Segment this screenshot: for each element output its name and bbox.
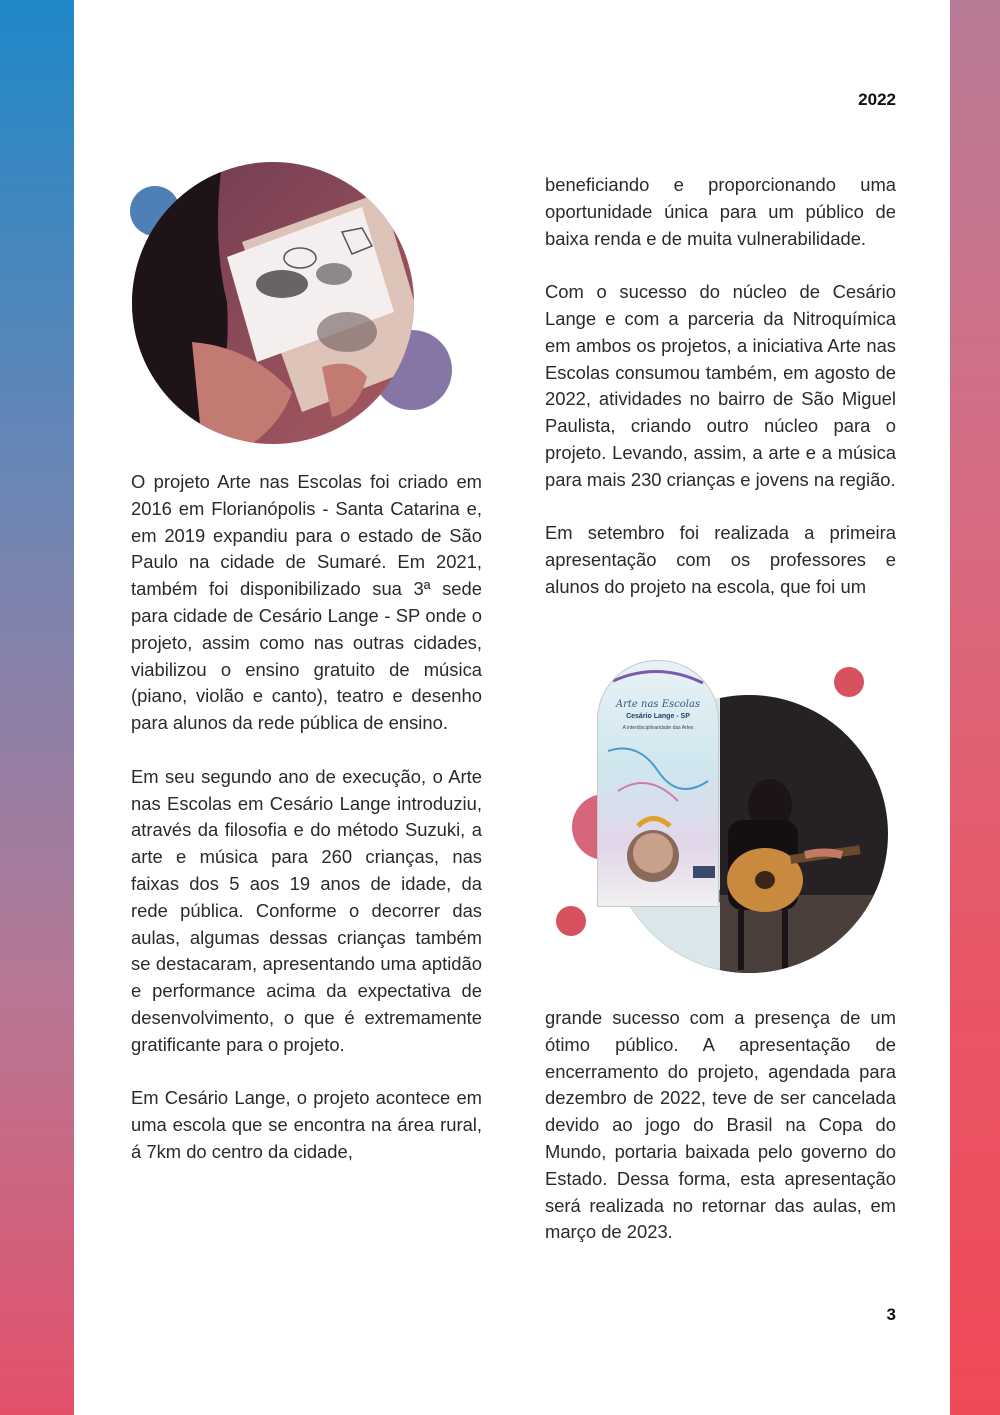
paragraph: O projeto Arte nas Escolas foi criado em 2016 em Florianópolis - Santa Catarina e, em 2019 expandiu para o estado de São Paulo na cidade de Sumaré. Em 2021, também foi disponibilizado sua 3ª sede para cidade de Cesário Lange - SP onde o projeto, assim como nas outras cidades, viabilizou o ensino gratuito de música (piano, violão e canto), teatro e desenho para alunos da rede pública de ensino. xyxy=(131,471,482,734)
poster-subtitle: Cesário Lange - SP xyxy=(626,713,690,720)
poster-tagline: A interdisciplinaridade das Artes xyxy=(622,725,694,731)
drawing-class-illustration xyxy=(132,162,414,444)
paragraph: beneficiando e proporcionando uma oportunidade única para um público de baixa renda e de muita vulnerabilidade. xyxy=(545,174,896,249)
drawing-class-photo xyxy=(132,162,414,444)
paragraph: Com o sucesso do núcleo de Cesário Lange e com a parceria da Nitroquímica em ambos os projetos, a iniciativa Arte nas Escolas consumou também, em agosto de 2022, atividades no bairro de São Miguel Paulista, criando outro núcleo para o projeto. Levando, assim, a arte e a música para mais 230 crianças e jovens na região. xyxy=(545,281,896,490)
page-number: 3 xyxy=(886,1305,896,1324)
event-poster xyxy=(597,660,719,907)
poster-title: Arte nas Escolas xyxy=(615,699,701,710)
left-gradient-bar xyxy=(0,0,74,1415)
right-column-top-text xyxy=(545,172,896,628)
decorative-circle-red-tiny xyxy=(556,906,586,936)
page-year: 2022 xyxy=(858,90,896,109)
paragraph: Em setembro foi realizada a primeira apresentação com os professores e alunos do projeto na escola, que foi um xyxy=(545,522,896,597)
right-column-bottom-text xyxy=(545,1005,896,1273)
left-column-text xyxy=(131,469,482,1193)
paragraph: grande sucesso com a presença de um ótimo público. A apresentação de encerramento do projeto, agendada para dezembro de 2022, teve de ser cancelada devido ao jogo do Brasil na Copa do Mundo, portaria baixada pelo governo do Estado. Dessa forma, esta apresentação será realizada no retornar das aulas, em março de 2023. xyxy=(545,1007,896,1243)
paragraph: Em Cesário Lange, o projeto acontece em uma escola que se encontra na área rural, á 7km do centro da cidade, xyxy=(131,1087,482,1162)
paragraph: Em seu segundo ano de execução, o Arte nas Escolas em Cesário Lange introduziu, através da filosofia e do método Suzuki, a arte e música para 260 crianças, nas faixas dos 5 aos 19 anos de idade, da rede pública. Conforme o decorrer das aulas, algumas dessas crianças também se destacaram, apresentando uma aptidão e performance acima da expectativa de desenvolvimento, o que é extremamente gratificante para o projeto. xyxy=(131,765,482,1055)
right-gradient-bar xyxy=(950,0,1000,1415)
poster-artwork xyxy=(598,661,718,906)
decorative-circle-red-small xyxy=(834,667,864,697)
